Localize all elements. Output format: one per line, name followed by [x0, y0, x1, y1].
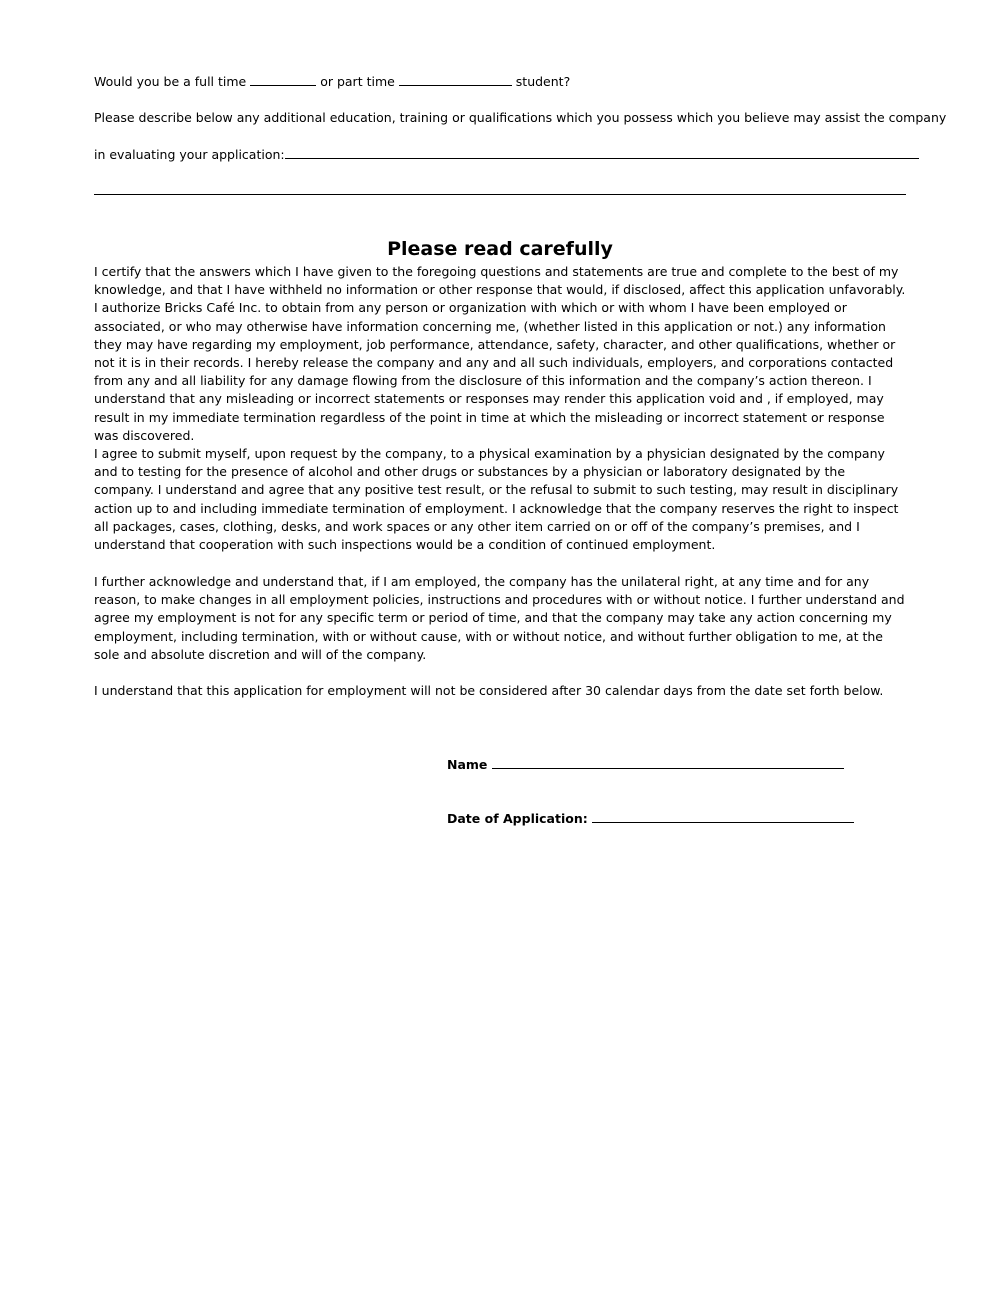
name-label: Name [447, 757, 488, 772]
certification-paragraph-4: I understand that this application for employment will not be considered after 30 calendar days from the date set forth below. [94, 683, 884, 698]
date-of-application-field[interactable] [592, 810, 854, 823]
full-time-blank[interactable] [250, 73, 316, 86]
date-signature-row [447, 810, 854, 826]
certification-paragraph-1: I certify that the answers which I have given to the foregoing questions and statements are true and complete to the best of my knowledge, and that I have withheld no information or other response that would, if disclosed, affect this application unfavorably. I authorize Bricks Café Inc. to obtain from any person or organization with which or with whom I have been employed or associated, or who may otherwise have information concerning me, (whether listed in this application or not.) any information they may have regarding my employment, job performance, attendance, safety, character, and other qualifications, whether or not it is in their records. I hereby release the company and any and all such individuals, employers, and corporations contacted from any and all liability for any damage flowing from the disclosure of this information and the company’s action thereon. I understand that any misleading or incorrect statements or responses may render this application void and , if employed, may result in my immediate termination regardless of the point in time at which the misleading or incorrect statement or response was discovered. [94, 264, 906, 443]
name-field[interactable] [492, 756, 844, 769]
student-status-question [94, 73, 570, 89]
additional-education-blank-line-2[interactable] [94, 194, 906, 195]
name-signature-row [447, 756, 844, 772]
date-of-application-label: Date of Application: [447, 811, 588, 826]
certification-paragraph-3: I further acknowledge and understand that, if I am employed, the company has the unilateral right, at any time and for any reason, to make changes in all employment policies, instructions and procedures with or without notice. I further understand and agree my employment is not for any specific term or period of time, and that the company may take any action concerning my employment, including termination, with or without cause, with or without notice, and without further obligation to me, at the sole and absolute discretion and will of the company. [94, 574, 905, 662]
certification-paragraph-2: I agree to submit myself, upon request by the company, to a physical examination by a physician designated by the company and to testing for the presence of alcohol and other drugs or substances by a physician or laboratory designated by the company. I understand and agree that any positive test result, or the refusal to submit to such testing, may result in disciplinary action up to and including immediate termination of employment. I acknowledge that the company reserves the right to inspect all packages, cases, clothing, desks, and work spaces or any other item carried on or off of the company’s premises, and I understand that cooperation with such inspections would be a condition of continued employment. [94, 446, 899, 553]
additional-education-prompt: Please describe below any additional education, training or qualifications which you possess which you believe may assist the company [94, 110, 947, 125]
student-status-middle: or part time [320, 74, 395, 89]
evaluating-application-label: in evaluating your application: [94, 147, 285, 162]
additional-education-blank[interactable] [285, 146, 919, 159]
student-status-suffix: student? [515, 74, 571, 89]
student-status-prefix: Would you be a full time [94, 74, 247, 89]
part-time-blank[interactable] [399, 73, 512, 86]
evaluating-application-row [94, 146, 919, 162]
certification-heading: Please read carefully [387, 238, 613, 260]
